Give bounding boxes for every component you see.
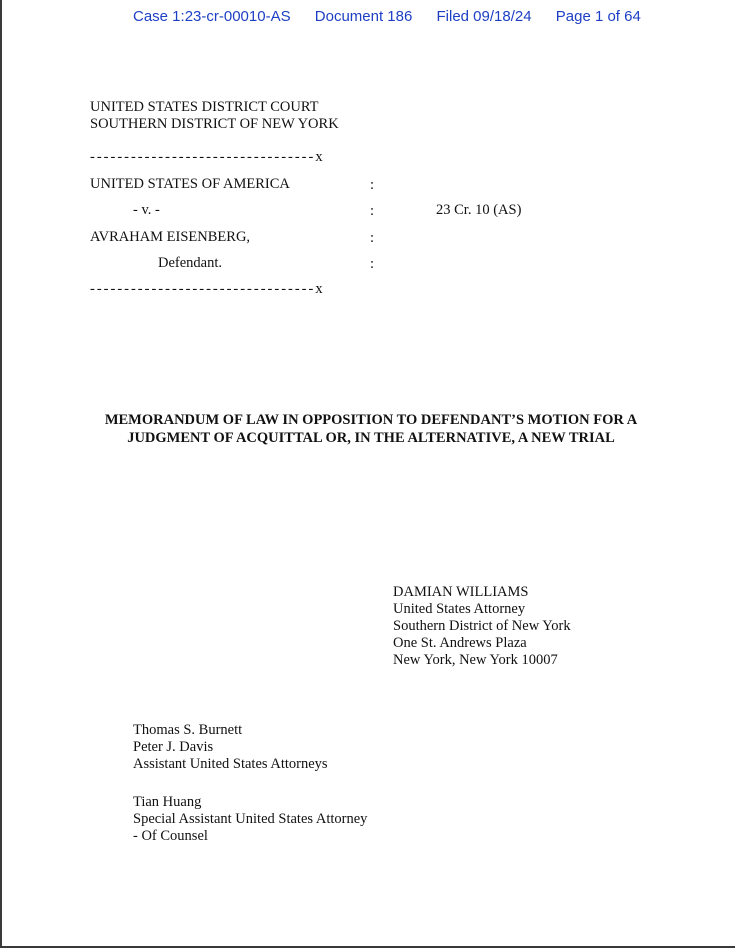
- document-title-line1: MEMORANDUM OF LAW IN OPPOSITION TO DEFENDANT’S MOTION FOR A: [104, 412, 638, 428]
- district-name: Southern District of New York: [393, 618, 571, 634]
- case-number: 23 Cr. 10 (AS): [436, 202, 522, 218]
- court-name-line1: UNITED STATES DISTRICT COURT: [90, 99, 319, 115]
- counsel-title: Assistant United States Attorneys: [133, 756, 328, 772]
- document-title-line2: JUDGMENT OF ACQUITTAL OR, IN THE ALTERNATIVE, A NEW TRIAL: [127, 430, 615, 446]
- counsel-name: Peter J. Davis: [133, 739, 214, 755]
- caption-colon: :: [370, 177, 375, 193]
- document-title: [62, 411, 680, 447]
- filing-header: [133, 8, 661, 25]
- us-attorney-title: United States Attorney: [393, 601, 526, 617]
- court-name-line2: SOUTHERN DISTRICT OF NEW YORK: [90, 116, 339, 132]
- page-count-header: Page 1 of 64: [555, 8, 641, 25]
- caption-colon: :: [370, 256, 375, 272]
- counsel-name: Tian Huang: [133, 794, 202, 810]
- us-attorney-block: [393, 584, 571, 669]
- of-counsel-label: - Of Counsel: [133, 828, 208, 844]
- document-number-header: Document 186: [314, 8, 413, 25]
- caption-colon: :: [370, 230, 375, 246]
- filed-date-header: Filed 09/18/24: [436, 8, 532, 25]
- caption-top-dash-line: ---------------------------------x: [90, 149, 325, 165]
- defendant-label: Defendant.: [158, 255, 223, 271]
- counsel-title: Special Assistant United States Attorney: [133, 811, 368, 827]
- counsel-block-special-ausa: [133, 794, 367, 845]
- counsel-name: Thomas S. Burnett: [133, 722, 243, 738]
- address-street: One St. Andrews Plaza: [393, 635, 527, 651]
- caption-bottom-dash-line: ---------------------------------x: [90, 281, 325, 297]
- case-number-header: Case 1:23-cr-00010-AS: [133, 8, 291, 25]
- defendant-name: AVRAHAM EISENBERG,: [90, 229, 251, 245]
- plaintiff-name: UNITED STATES OF AMERICA: [90, 176, 290, 192]
- counsel-block-ausa: [133, 722, 328, 773]
- us-attorney-name: DAMIAN WILLIAMS: [393, 584, 529, 600]
- address-city: New York, New York 10007: [393, 652, 558, 668]
- versus-label: - v. -: [133, 202, 160, 218]
- caption-colon: :: [370, 203, 375, 219]
